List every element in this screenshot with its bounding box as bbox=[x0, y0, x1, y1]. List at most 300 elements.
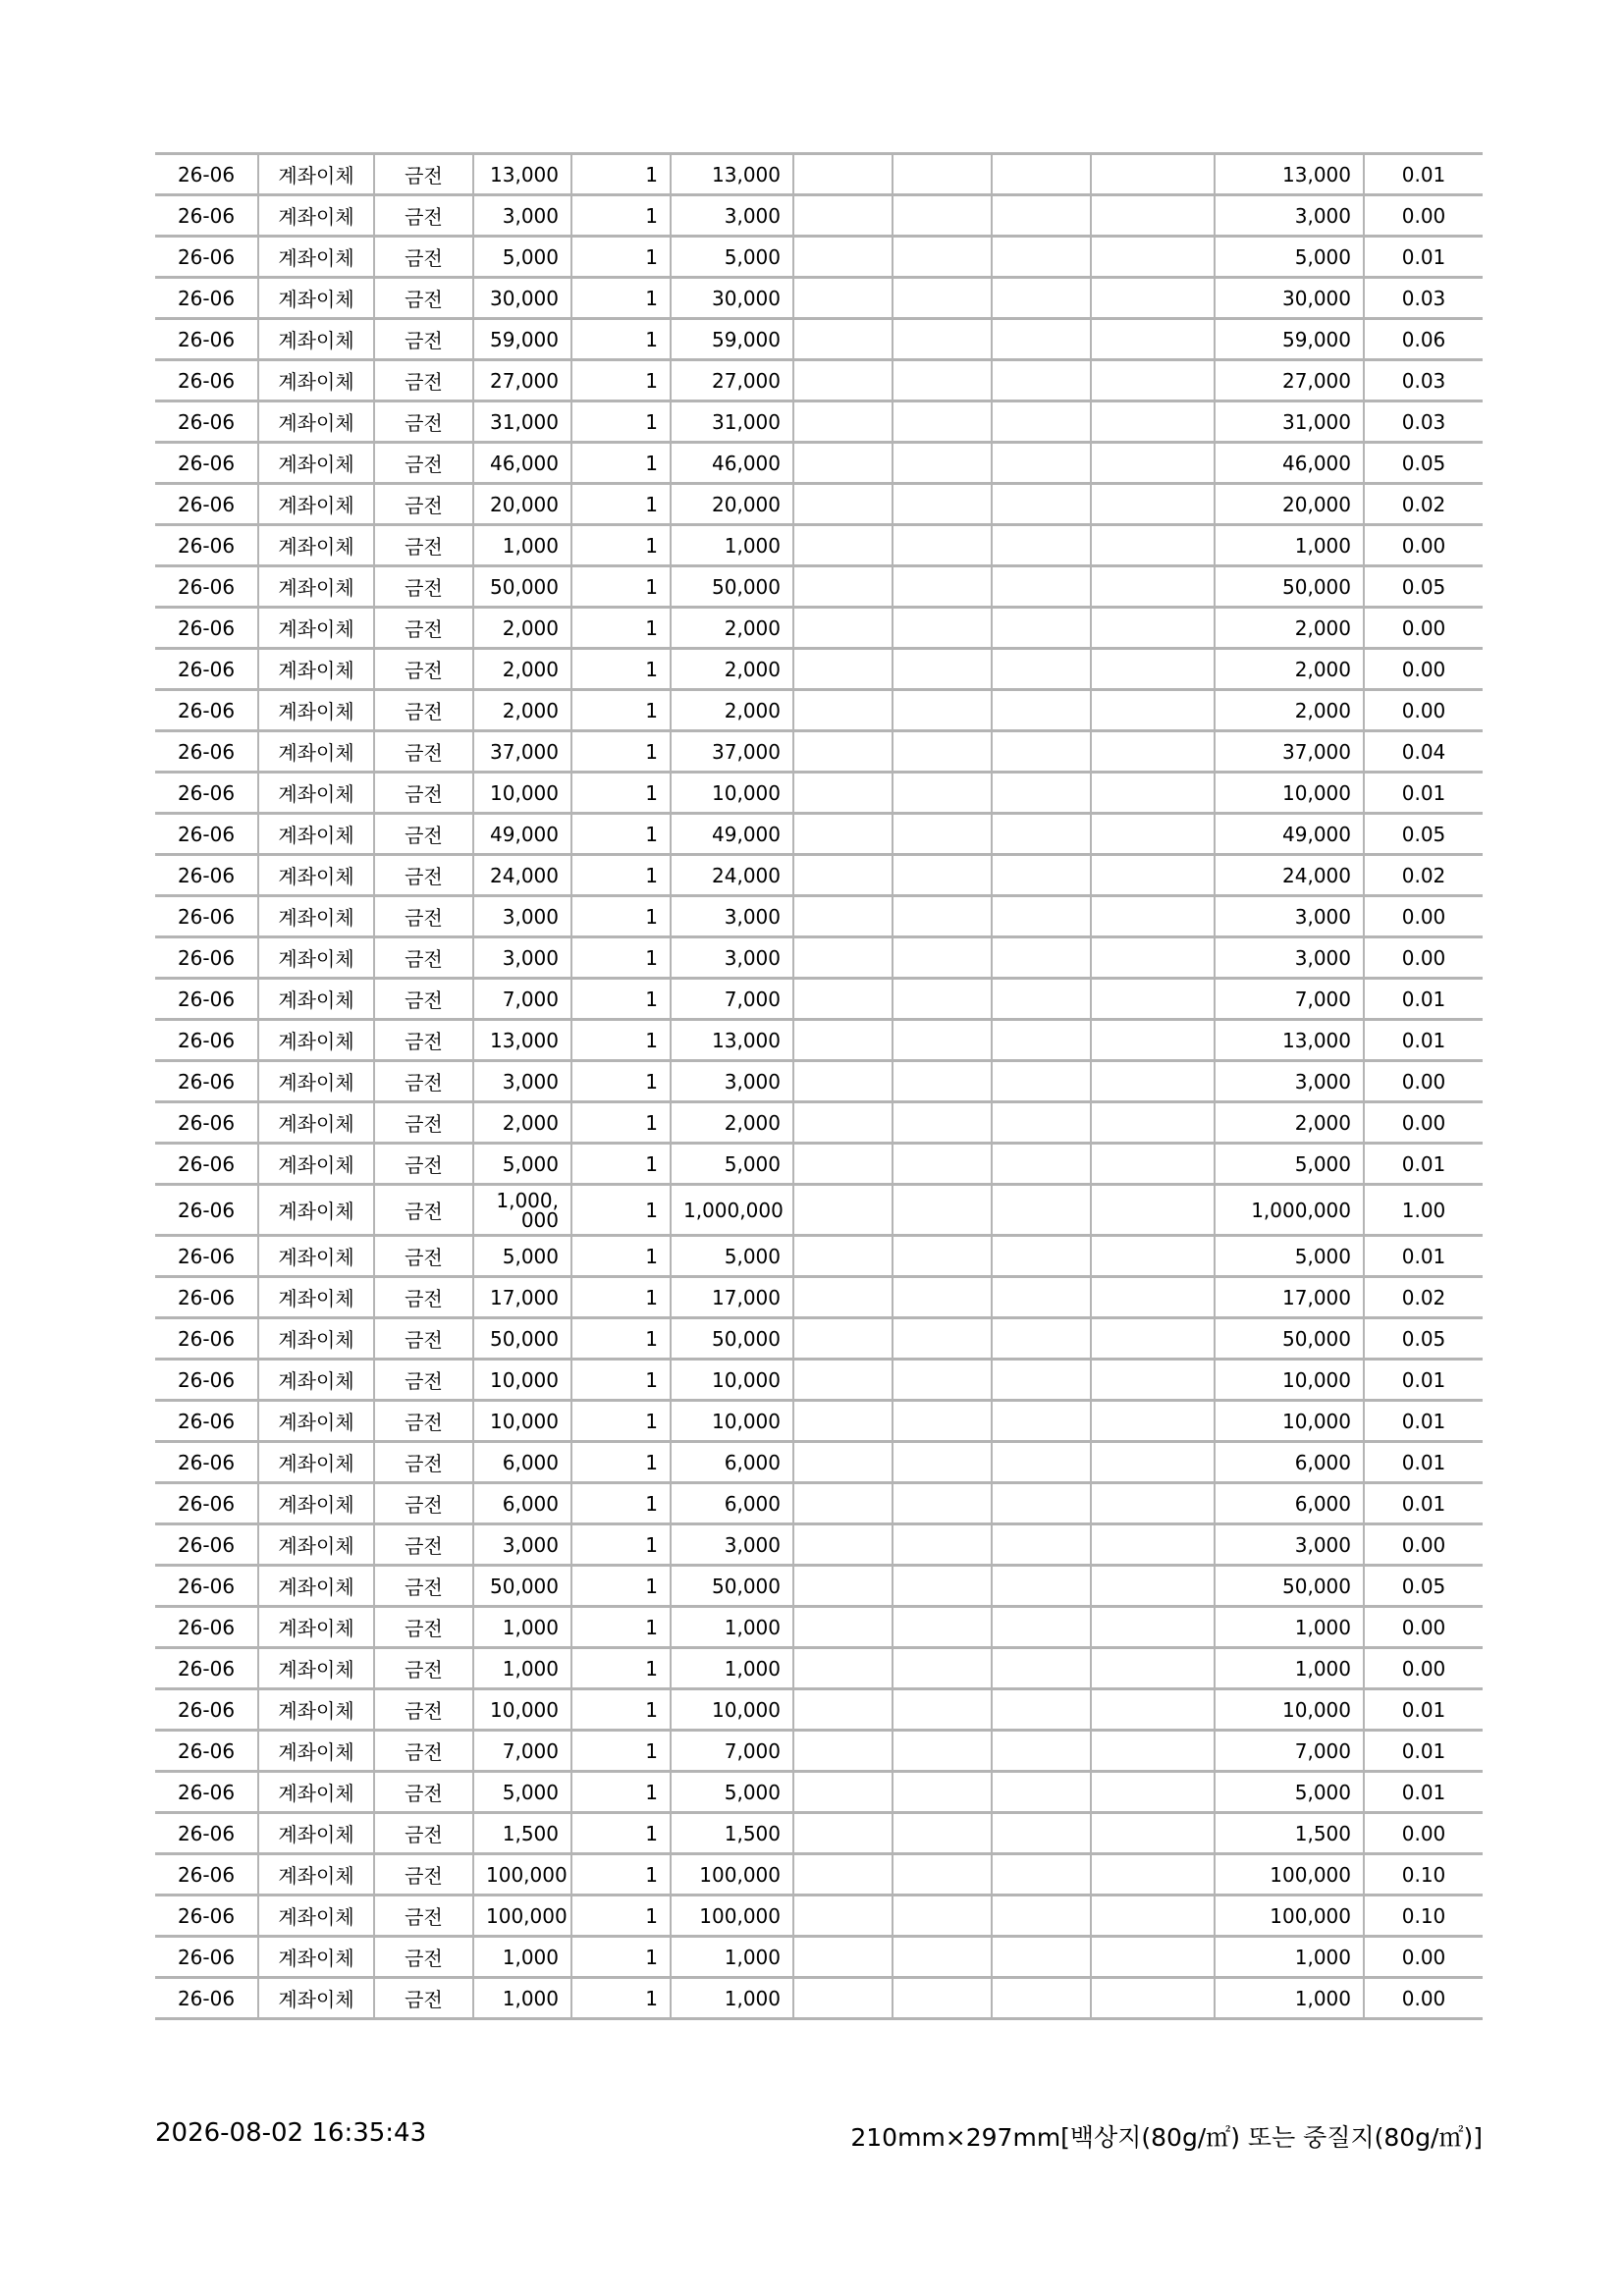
cell-date: 26-06 bbox=[155, 1854, 258, 1896]
cell-amount: 7,000 bbox=[671, 1731, 793, 1772]
cell-date: 26-06 bbox=[155, 1772, 258, 1813]
cell-empty bbox=[992, 1854, 1091, 1896]
table-row bbox=[155, 1854, 1483, 1896]
cell-ratio: 0.03 bbox=[1364, 360, 1483, 401]
cell-empty bbox=[1091, 1061, 1215, 1102]
cell-kind: 금전 bbox=[374, 1648, 473, 1689]
cell-total: 50,000 bbox=[1215, 566, 1364, 608]
cell-quantity: 1 bbox=[571, 1607, 671, 1648]
cell-date: 26-06 bbox=[155, 1144, 258, 1185]
cell-date: 26-06 bbox=[155, 1020, 258, 1061]
cell-empty bbox=[1091, 1689, 1215, 1731]
cell-empty bbox=[793, 319, 893, 360]
cell-unit-amount: 3,000 bbox=[473, 896, 571, 937]
cell-payment-method: 계좌이체 bbox=[258, 1896, 374, 1937]
cell-payment-method: 계좌이체 bbox=[258, 937, 374, 979]
cell-quantity: 1 bbox=[571, 1236, 671, 1277]
cell-date: 26-06 bbox=[155, 1978, 258, 2019]
cell-empty bbox=[793, 1442, 893, 1483]
cell-empty bbox=[893, 608, 992, 649]
cell-ratio: 0.00 bbox=[1364, 1524, 1483, 1566]
cell-amount: 7,000 bbox=[671, 979, 793, 1020]
cell-amount: 50,000 bbox=[671, 1318, 793, 1360]
cell-empty bbox=[893, 1144, 992, 1185]
cell-total: 10,000 bbox=[1215, 773, 1364, 814]
cell-unit-amount: 10,000 bbox=[473, 1689, 571, 1731]
cell-empty bbox=[893, 319, 992, 360]
cell-empty bbox=[992, 855, 1091, 896]
cell-payment-method: 계좌이체 bbox=[258, 649, 374, 690]
cell-kind: 금전 bbox=[374, 566, 473, 608]
cell-total: 2,000 bbox=[1215, 608, 1364, 649]
cell-ratio: 0.01 bbox=[1364, 1401, 1483, 1442]
cell-empty bbox=[1091, 319, 1215, 360]
table-row bbox=[155, 1185, 1483, 1236]
cell-payment-method: 계좌이체 bbox=[258, 608, 374, 649]
cell-empty bbox=[893, 443, 992, 484]
cell-kind: 금전 bbox=[374, 401, 473, 443]
cell-empty bbox=[992, 566, 1091, 608]
cell-payment-method: 계좌이체 bbox=[258, 1731, 374, 1772]
cell-empty bbox=[1091, 1236, 1215, 1277]
cell-kind: 금전 bbox=[374, 1854, 473, 1896]
cell-empty bbox=[893, 360, 992, 401]
cell-ratio: 0.05 bbox=[1364, 443, 1483, 484]
cell-total: 13,000 bbox=[1215, 154, 1364, 195]
cell-ratio: 0.00 bbox=[1364, 1648, 1483, 1689]
cell-empty bbox=[793, 1854, 893, 1896]
cell-total: 5,000 bbox=[1215, 1144, 1364, 1185]
cell-empty bbox=[992, 525, 1091, 566]
cell-date: 26-06 bbox=[155, 1185, 258, 1236]
cell-date: 26-06 bbox=[155, 1689, 258, 1731]
table-row bbox=[155, 195, 1483, 237]
cell-empty bbox=[992, 1401, 1091, 1442]
cell-empty bbox=[893, 1978, 992, 2019]
cell-payment-method: 계좌이체 bbox=[258, 896, 374, 937]
cell-amount: 10,000 bbox=[671, 1360, 793, 1401]
cell-empty bbox=[893, 1102, 992, 1144]
cell-empty bbox=[992, 1607, 1091, 1648]
cell-unit-amount: 100,000 bbox=[473, 1854, 571, 1896]
cell-empty bbox=[992, 360, 1091, 401]
cell-quantity: 1 bbox=[571, 855, 671, 896]
cell-payment-method: 계좌이체 bbox=[258, 1607, 374, 1648]
cell-amount: 27,000 bbox=[671, 360, 793, 401]
cell-empty bbox=[893, 731, 992, 773]
cell-empty bbox=[992, 1772, 1091, 1813]
cell-unit-amount: 3,000 bbox=[473, 1061, 571, 1102]
cell-quantity: 1 bbox=[571, 1483, 671, 1524]
cell-ratio: 0.06 bbox=[1364, 319, 1483, 360]
cell-kind: 금전 bbox=[374, 1185, 473, 1236]
cell-empty bbox=[1091, 1277, 1215, 1318]
cell-amount: 1,000 bbox=[671, 1607, 793, 1648]
cell-unit-amount: 1,000 bbox=[473, 1937, 571, 1978]
cell-amount: 50,000 bbox=[671, 566, 793, 608]
cell-quantity: 1 bbox=[571, 814, 671, 855]
cell-payment-method: 계좌이체 bbox=[258, 1277, 374, 1318]
cell-empty bbox=[793, 608, 893, 649]
cell-empty bbox=[893, 1524, 992, 1566]
cell-quantity: 1 bbox=[571, 319, 671, 360]
cell-ratio: 0.03 bbox=[1364, 401, 1483, 443]
cell-ratio: 0.00 bbox=[1364, 937, 1483, 979]
cell-empty bbox=[992, 814, 1091, 855]
table-row bbox=[155, 1102, 1483, 1144]
cell-quantity: 1 bbox=[571, 649, 671, 690]
cell-empty bbox=[992, 979, 1091, 1020]
cell-total: 10,000 bbox=[1215, 1360, 1364, 1401]
cell-quantity: 1 bbox=[571, 525, 671, 566]
cell-payment-method: 계좌이체 bbox=[258, 566, 374, 608]
cell-empty bbox=[1091, 566, 1215, 608]
cell-kind: 금전 bbox=[374, 1607, 473, 1648]
cell-empty bbox=[893, 773, 992, 814]
cell-unit-amount: 50,000 bbox=[473, 1318, 571, 1360]
cell-empty bbox=[793, 979, 893, 1020]
cell-amount: 20,000 bbox=[671, 484, 793, 525]
cell-payment-method: 계좌이체 bbox=[258, 979, 374, 1020]
cell-kind: 금전 bbox=[374, 319, 473, 360]
cell-quantity: 1 bbox=[571, 154, 671, 195]
cell-payment-method: 계좌이체 bbox=[258, 1483, 374, 1524]
table-row bbox=[155, 1937, 1483, 1978]
cell-kind: 금전 bbox=[374, 154, 473, 195]
cell-empty bbox=[793, 278, 893, 319]
cell-payment-method: 계좌이체 bbox=[258, 1772, 374, 1813]
cell-empty bbox=[1091, 1978, 1215, 2019]
cell-date: 26-06 bbox=[155, 401, 258, 443]
cell-empty bbox=[992, 649, 1091, 690]
cell-kind: 금전 bbox=[374, 1689, 473, 1731]
cell-empty bbox=[1091, 360, 1215, 401]
cell-date: 26-06 bbox=[155, 525, 258, 566]
cell-payment-method: 계좌이체 bbox=[258, 1689, 374, 1731]
cell-payment-method: 계좌이체 bbox=[258, 1185, 374, 1236]
cell-empty bbox=[893, 649, 992, 690]
cell-amount: 30,000 bbox=[671, 278, 793, 319]
table-row bbox=[155, 1236, 1483, 1277]
cell-quantity: 1 bbox=[571, 1144, 671, 1185]
cell-unit-amount: 2,000 bbox=[473, 608, 571, 649]
cell-empty bbox=[992, 1813, 1091, 1854]
cell-empty bbox=[893, 1813, 992, 1854]
cell-quantity: 1 bbox=[571, 1731, 671, 1772]
cell-empty bbox=[893, 690, 992, 731]
cell-unit-amount: 46,000 bbox=[473, 443, 571, 484]
cell-empty bbox=[992, 937, 1091, 979]
cell-unit-amount: 6,000 bbox=[473, 1483, 571, 1524]
cell-empty bbox=[793, 1360, 893, 1401]
cell-kind: 금전 bbox=[374, 1524, 473, 1566]
cell-quantity: 1 bbox=[571, 979, 671, 1020]
cell-amount: 17,000 bbox=[671, 1277, 793, 1318]
cell-amount: 37,000 bbox=[671, 731, 793, 773]
cell-empty bbox=[893, 1566, 992, 1607]
cell-payment-method: 계좌이체 bbox=[258, 855, 374, 896]
cell-empty bbox=[793, 1144, 893, 1185]
cell-empty bbox=[893, 278, 992, 319]
cell-empty bbox=[893, 484, 992, 525]
cell-amount: 3,000 bbox=[671, 195, 793, 237]
cell-empty bbox=[893, 1185, 992, 1236]
cell-ratio: 0.01 bbox=[1364, 1020, 1483, 1061]
cell-payment-method: 계좌이체 bbox=[258, 1813, 374, 1854]
cell-unit-amount: 1,000 bbox=[473, 525, 571, 566]
cell-empty bbox=[992, 1937, 1091, 1978]
table-row bbox=[155, 484, 1483, 525]
cell-kind: 금전 bbox=[374, 1236, 473, 1277]
cell-empty bbox=[1091, 1483, 1215, 1524]
cell-ratio: 0.01 bbox=[1364, 154, 1483, 195]
cell-empty bbox=[893, 1854, 992, 1896]
cell-empty bbox=[992, 1978, 1091, 2019]
cell-empty bbox=[893, 1648, 992, 1689]
cell-ratio: 0.02 bbox=[1364, 855, 1483, 896]
cell-amount: 2,000 bbox=[671, 608, 793, 649]
cell-kind: 금전 bbox=[374, 608, 473, 649]
table-row bbox=[155, 773, 1483, 814]
cell-date: 26-06 bbox=[155, 1896, 258, 1937]
cell-payment-method: 계좌이체 bbox=[258, 319, 374, 360]
cell-payment-method: 계좌이체 bbox=[258, 1061, 374, 1102]
cell-empty bbox=[992, 1442, 1091, 1483]
cell-ratio: 0.01 bbox=[1364, 237, 1483, 278]
cell-ratio: 0.00 bbox=[1364, 649, 1483, 690]
table-row bbox=[155, 1442, 1483, 1483]
cell-empty bbox=[793, 237, 893, 278]
cell-total: 49,000 bbox=[1215, 814, 1364, 855]
cell-amount: 24,000 bbox=[671, 855, 793, 896]
cell-empty bbox=[793, 1318, 893, 1360]
cell-amount: 100,000 bbox=[671, 1854, 793, 1896]
cell-empty bbox=[992, 1566, 1091, 1607]
cell-unit-amount: 10,000 bbox=[473, 773, 571, 814]
cell-kind: 금전 bbox=[374, 1566, 473, 1607]
cell-payment-method: 계좌이체 bbox=[258, 1401, 374, 1442]
cell-quantity: 1 bbox=[571, 237, 671, 278]
cell-amount: 2,000 bbox=[671, 649, 793, 690]
cell-empty bbox=[992, 154, 1091, 195]
cell-date: 26-06 bbox=[155, 1813, 258, 1854]
cell-empty bbox=[1091, 1772, 1215, 1813]
cell-empty bbox=[793, 1978, 893, 2019]
cell-payment-method: 계좌이체 bbox=[258, 1566, 374, 1607]
cell-total: 5,000 bbox=[1215, 1772, 1364, 1813]
table-row bbox=[155, 1566, 1483, 1607]
cell-kind: 금전 bbox=[374, 814, 473, 855]
cell-empty bbox=[793, 1772, 893, 1813]
table-row bbox=[155, 154, 1483, 195]
cell-amount: 31,000 bbox=[671, 401, 793, 443]
cell-empty bbox=[992, 319, 1091, 360]
cell-payment-method: 계좌이체 bbox=[258, 1978, 374, 2019]
cell-total: 1,000 bbox=[1215, 1607, 1364, 1648]
table-row bbox=[155, 1896, 1483, 1937]
cell-total: 3,000 bbox=[1215, 1061, 1364, 1102]
cell-empty bbox=[992, 1102, 1091, 1144]
cell-empty bbox=[992, 1689, 1091, 1731]
cell-empty bbox=[793, 1731, 893, 1772]
table-row bbox=[155, 608, 1483, 649]
cell-empty bbox=[992, 773, 1091, 814]
cell-kind: 금전 bbox=[374, 1813, 473, 1854]
cell-empty bbox=[1091, 484, 1215, 525]
table-row bbox=[155, 1978, 1483, 2019]
cell-empty bbox=[893, 1772, 992, 1813]
cell-total: 50,000 bbox=[1215, 1318, 1364, 1360]
cell-amount: 1,000 bbox=[671, 1648, 793, 1689]
cell-date: 26-06 bbox=[155, 731, 258, 773]
cell-empty bbox=[793, 1896, 893, 1937]
table-row bbox=[155, 649, 1483, 690]
cell-empty bbox=[1091, 1566, 1215, 1607]
cell-quantity: 1 bbox=[571, 1277, 671, 1318]
cell-total: 1,500 bbox=[1215, 1813, 1364, 1854]
table-row bbox=[155, 1813, 1483, 1854]
cell-quantity: 1 bbox=[571, 1102, 671, 1144]
cell-empty bbox=[793, 1401, 893, 1442]
cell-payment-method: 계좌이체 bbox=[258, 1020, 374, 1061]
cell-payment-method: 계좌이체 bbox=[258, 237, 374, 278]
cell-payment-method: 계좌이체 bbox=[258, 443, 374, 484]
cell-kind: 금전 bbox=[374, 731, 473, 773]
cell-empty bbox=[893, 1277, 992, 1318]
cell-amount: 5,000 bbox=[671, 1772, 793, 1813]
cell-date: 26-06 bbox=[155, 1102, 258, 1144]
cell-total: 17,000 bbox=[1215, 1277, 1364, 1318]
cell-empty bbox=[793, 1277, 893, 1318]
cell-total: 24,000 bbox=[1215, 855, 1364, 896]
cell-date: 26-06 bbox=[155, 1277, 258, 1318]
cell-amount: 46,000 bbox=[671, 443, 793, 484]
table-row bbox=[155, 1360, 1483, 1401]
cell-date: 26-06 bbox=[155, 484, 258, 525]
cell-total: 7,000 bbox=[1215, 979, 1364, 1020]
cell-unit-amount: 6,000 bbox=[473, 1442, 571, 1483]
cell-payment-method: 계좌이체 bbox=[258, 484, 374, 525]
cell-ratio: 0.10 bbox=[1364, 1854, 1483, 1896]
table-row bbox=[155, 1020, 1483, 1061]
cell-quantity: 1 bbox=[571, 773, 671, 814]
cell-total: 5,000 bbox=[1215, 237, 1364, 278]
cell-empty bbox=[793, 1102, 893, 1144]
cell-kind: 금전 bbox=[374, 1102, 473, 1144]
table-row bbox=[155, 360, 1483, 401]
cell-quantity: 1 bbox=[571, 1896, 671, 1937]
cell-unit-amount: 3,000 bbox=[473, 1524, 571, 1566]
cell-empty bbox=[1091, 937, 1215, 979]
cell-unit-amount: 10,000 bbox=[473, 1401, 571, 1442]
cell-payment-method: 계좌이체 bbox=[258, 401, 374, 443]
cell-empty bbox=[793, 566, 893, 608]
cell-empty bbox=[893, 1401, 992, 1442]
cell-empty bbox=[1091, 525, 1215, 566]
cell-payment-method: 계좌이체 bbox=[258, 1442, 374, 1483]
cell-ratio: 0.03 bbox=[1364, 278, 1483, 319]
cell-unit-amount: 2,000 bbox=[473, 690, 571, 731]
cell-kind: 금전 bbox=[374, 937, 473, 979]
cell-quantity: 1 bbox=[571, 1648, 671, 1689]
cell-empty bbox=[793, 401, 893, 443]
cell-unit-amount: 13,000 bbox=[473, 154, 571, 195]
cell-empty bbox=[893, 1607, 992, 1648]
cell-date: 26-06 bbox=[155, 1318, 258, 1360]
cell-empty bbox=[1091, 1731, 1215, 1772]
cell-empty bbox=[992, 690, 1091, 731]
cell-amount: 100,000 bbox=[671, 1896, 793, 1937]
cell-amount: 5,000 bbox=[671, 237, 793, 278]
cell-date: 26-06 bbox=[155, 278, 258, 319]
table-row bbox=[155, 1607, 1483, 1648]
cell-ratio: 0.01 bbox=[1364, 1236, 1483, 1277]
cell-empty bbox=[1091, 608, 1215, 649]
table-row bbox=[155, 1731, 1483, 1772]
cell-unit-amount: 59,000 bbox=[473, 319, 571, 360]
cell-unit-amount: 7,000 bbox=[473, 1731, 571, 1772]
cell-unit-amount: 1,000 bbox=[473, 1607, 571, 1648]
cell-unit-amount: 1,000,000 bbox=[473, 1185, 571, 1236]
cell-empty bbox=[992, 484, 1091, 525]
cell-empty bbox=[1091, 649, 1215, 690]
cell-kind: 금전 bbox=[374, 443, 473, 484]
cell-empty bbox=[1091, 154, 1215, 195]
cell-empty bbox=[1091, 278, 1215, 319]
cell-empty bbox=[992, 1524, 1091, 1566]
cell-quantity: 1 bbox=[571, 731, 671, 773]
cell-kind: 금전 bbox=[374, 237, 473, 278]
cell-quantity: 1 bbox=[571, 1813, 671, 1854]
cell-kind: 금전 bbox=[374, 1061, 473, 1102]
cell-empty bbox=[992, 1020, 1091, 1061]
cell-empty bbox=[992, 401, 1091, 443]
cell-payment-method: 계좌이체 bbox=[258, 154, 374, 195]
cell-payment-method: 계좌이체 bbox=[258, 1937, 374, 1978]
cell-date: 26-06 bbox=[155, 1566, 258, 1607]
cell-empty bbox=[893, 1318, 992, 1360]
table-row bbox=[155, 979, 1483, 1020]
cell-date: 26-06 bbox=[155, 1483, 258, 1524]
table-row bbox=[155, 814, 1483, 855]
cell-date: 26-06 bbox=[155, 237, 258, 278]
cell-amount: 3,000 bbox=[671, 1061, 793, 1102]
cell-empty bbox=[1091, 1318, 1215, 1360]
cell-unit-amount: 24,000 bbox=[473, 855, 571, 896]
cell-quantity: 1 bbox=[571, 937, 671, 979]
table-row bbox=[155, 525, 1483, 566]
cell-empty bbox=[793, 773, 893, 814]
cell-empty bbox=[793, 525, 893, 566]
cell-empty bbox=[992, 1236, 1091, 1277]
cell-ratio: 0.00 bbox=[1364, 1978, 1483, 2019]
cell-total: 7,000 bbox=[1215, 1731, 1364, 1772]
cell-unit-amount: 2,000 bbox=[473, 649, 571, 690]
cell-quantity: 1 bbox=[571, 484, 671, 525]
cell-total: 5,000 bbox=[1215, 1236, 1364, 1277]
table-row bbox=[155, 1318, 1483, 1360]
cell-date: 26-06 bbox=[155, 195, 258, 237]
table-row bbox=[155, 1524, 1483, 1566]
cell-empty bbox=[893, 566, 992, 608]
table-row bbox=[155, 401, 1483, 443]
cell-quantity: 1 bbox=[571, 1937, 671, 1978]
cell-total: 1,000 bbox=[1215, 525, 1364, 566]
cell-empty bbox=[992, 608, 1091, 649]
cell-payment-method: 계좌이체 bbox=[258, 525, 374, 566]
cell-total: 3,000 bbox=[1215, 195, 1364, 237]
cell-date: 26-06 bbox=[155, 1401, 258, 1442]
